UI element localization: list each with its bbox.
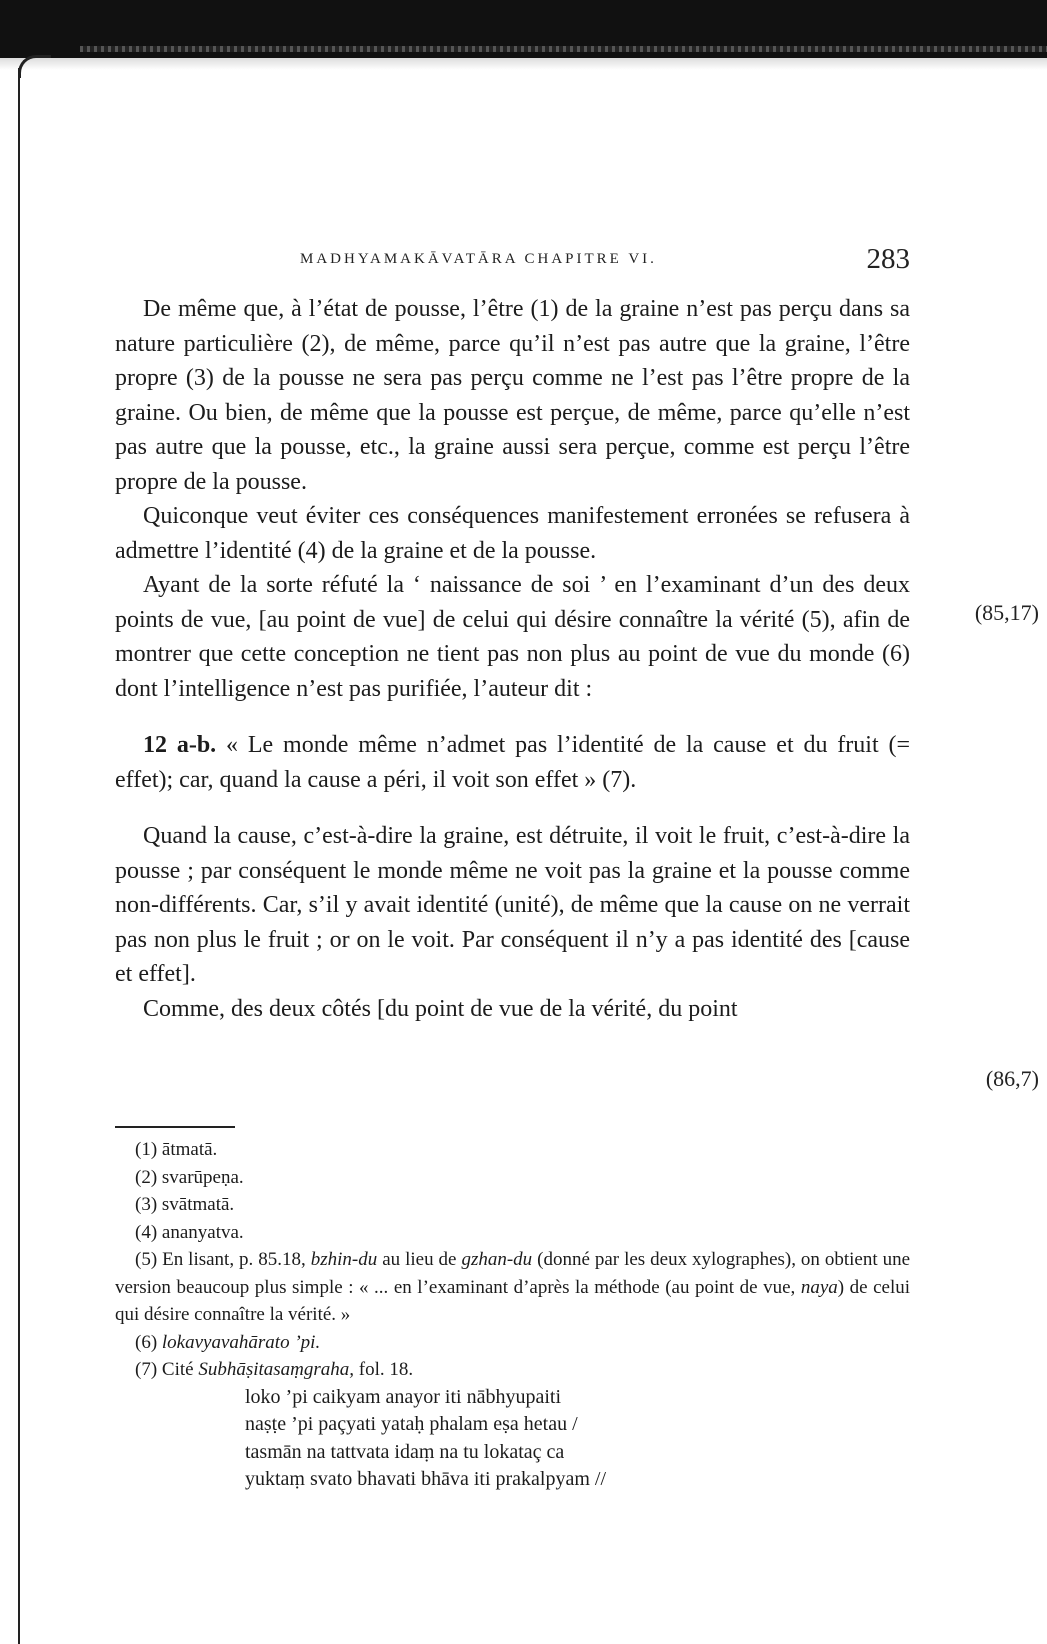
paragraph: Quiconque veut éviter ces conséquences manifestement erronées se refusera à admettre l’identité (4) de la graine et de la pousse. xyxy=(115,503,910,564)
margin-reference: (85,17) xyxy=(974,600,1039,625)
paragraph: De même que, à l’état de pousse, l’être (1) de la graine n’est pas perçu dans sa nature particulière (2), de même, parce qu’il n’est pas autre que la graine, l’être propre (3) de la pousse ne sera pas perçu comme ne l’est pas l’être propre de la graine. Ou bien, de même que la pousse est perçue, de même, parce qu’elle n’est pas autre que la pousse, etc., la graine aussi sera perçue, comme est perçu l’être propre de la pousse. xyxy=(115,296,910,495)
paragraph: Quand la cause, c’est-à-dire la graine, est détruite, il voit le fruit, c’est-à-dire la pousse ; par conséquent le monde même ne voit pas la graine et la pousse comme non-différents. Car, s’il y avait identité (unité), de même que la cause on ne verrait pas non plus le fruit ; or on le voit. Par conséquent il n’y a pas identité des [cause et effet]. xyxy=(115,823,910,987)
verse xyxy=(115,728,910,797)
verse-text: « Le monde même n’admet pas l’identité de la cause et du fruit (= effet); car, quand la cause a péri, il voit son effet » (7). xyxy=(115,732,911,793)
footnote: (6) lokavyavahārato ’pi. xyxy=(135,1331,321,1353)
scan-shadow xyxy=(0,58,1047,70)
scan-top-border xyxy=(0,0,1047,61)
main-text xyxy=(115,292,910,1026)
footnote: (5) En lisant, p. 85.18, bzhin-du au lieu de gzhan-du (donné par les deux xylographes), on obtient une version beaucoup plus simple : « ... en l’examinant d’après la méthode (au point de vue, naya) de celui qui désire connaître la vérité. » xyxy=(115,1249,911,1325)
paragraph: Ayant de la sorte réfuté la ‘ naissance de soi ’ en l’examinant d’un des deux points de vue, [au point de vue] de celui qui désire connaître la vérité (5), afin de montrer que cette conception ne tient pas non plus au point de vue du monde (6) dont l’intelligence n’est pas purifiée, l’auteur dit : xyxy=(115,572,910,702)
quote-line: loko ’pi caikyam anayor iti nābhyupaiti xyxy=(245,1385,562,1408)
quote-line: naṣṭe ’pi paçyati yataḥ phalam eṣa hetau / xyxy=(245,1413,578,1435)
scan-left-edge xyxy=(18,68,20,1644)
footnote: (2) svarūpeṇa. xyxy=(135,1166,244,1188)
page-number: 283 xyxy=(866,243,910,275)
header-title: MADHYAMAKĀVATĀRA CHAPITRE VI. xyxy=(300,251,657,267)
footnote-rule xyxy=(115,1126,235,1128)
quote-line: yuktaṃ svato bhavati bhāva iti prakalpyam // xyxy=(245,1468,607,1490)
quote-line: tasmān na tattvata idaṃ na tu lokataç ca xyxy=(245,1440,565,1463)
footnote: (3) svātmatā. xyxy=(135,1194,235,1215)
paragraph: Comme, des deux côtés [du point de vue de la vérité, du point xyxy=(143,995,738,1022)
footnotes xyxy=(115,1136,910,1494)
margin-reference: (86,7) xyxy=(985,1066,1039,1091)
verse-number: 12 a-b. xyxy=(143,732,217,758)
footnote: (1) ātmatā. xyxy=(135,1139,218,1160)
footnote: (7) Cité Subhāṣitasaṃgraha, fol. 18. xyxy=(135,1359,414,1380)
footnote: (4) ananyatva. xyxy=(135,1221,244,1243)
running-header xyxy=(300,243,910,279)
